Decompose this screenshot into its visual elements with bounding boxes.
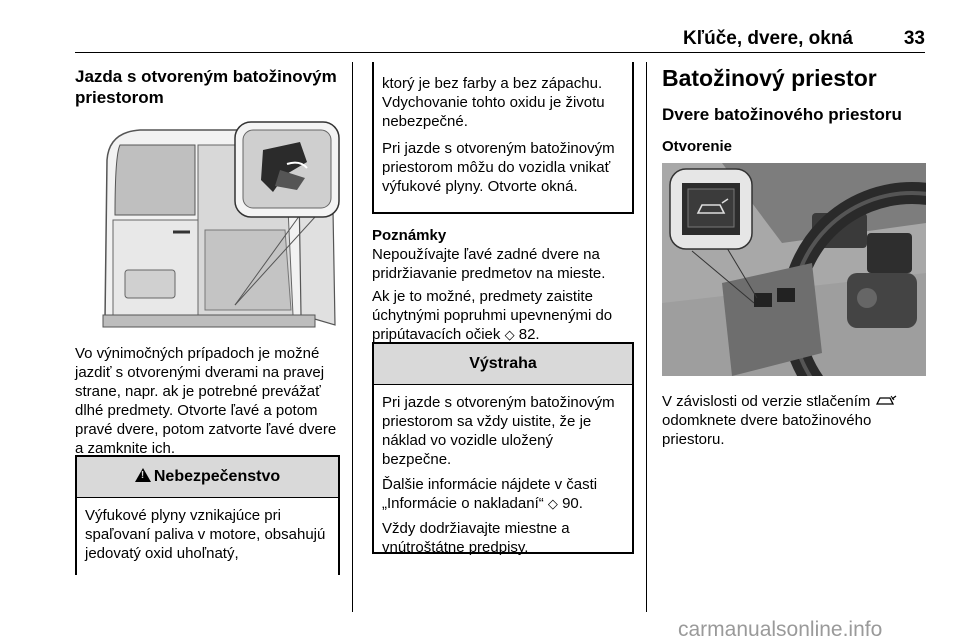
note-paragraph-2: [372, 287, 637, 344]
warning-page-ref: 90.: [562, 495, 583, 512]
tailgate-unlock-icon: [875, 394, 897, 408]
note-title: Poznámky: [372, 227, 447, 244]
page-header: [75, 22, 925, 53]
chapter-title: Kľúče, dvere, okná: [683, 28, 853, 49]
warning-paragraph-2-text: Ďalšie informácie nájdete v časti „Informácie o nakladaní“: [382, 476, 598, 512]
danger-paragraph-2: Pri jazde s otvoreným batožinovým priestorom môžu do vozidla vnikať výfukové plyny. Otvorte okná.: [382, 140, 615, 195]
subheading-opening: Otvorenie: [662, 138, 733, 155]
warning-box: [372, 342, 634, 554]
warning-triangle-icon: [135, 468, 151, 482]
col3-body-after: odomknete dvere batožinového priestoru.: [662, 412, 872, 448]
page-number: 33: [903, 28, 925, 49]
warning-box-header: [374, 344, 632, 385]
col3-body-paragraph: [662, 392, 926, 449]
page-ref-arrow-icon: ◇: [504, 327, 515, 342]
col3-body-before: V závislosti od verzie stlačením: [662, 393, 871, 410]
dashboard-button-illustration: [662, 163, 926, 376]
subsection-title: Dvere batožinového priestoru: [662, 105, 902, 124]
warning-paragraph-1: Pri jazde s otvoreným batožinovým priestorom sa vždy uistite, že je náklad vo vozidle uložený bezpečne.: [382, 394, 615, 468]
danger-continued-text: ktorý je bez farby a bez zápachu. Vdychovanie tohto oxidu je životu nebezpečné.: [382, 75, 605, 130]
section-title: Batožinový priestor: [662, 65, 877, 91]
body-paragraph: Vo výnimočných prípadoch je možné jazdiť s otvorenými dverami na pravej strane, napr. ak je potrebné prevážať dlhé predmety. Otvorte ľavé a potom pravé dvere, potom zatvorte ľavé dvere a zamknite ich.: [75, 345, 337, 457]
danger-box: [75, 455, 340, 575]
note-paragraph-1: Nepoužívajte ľavé zadné dvere na pridržiavanie predmetov na mieste.: [372, 246, 606, 282]
watermark: carmanualsonline.info: [678, 618, 883, 641]
danger-box-header: [77, 457, 338, 498]
page-ref-arrow-icon: ◇: [547, 496, 558, 511]
note-section: [372, 226, 637, 344]
van-rear-illustration: [85, 120, 343, 330]
warning-paragraph-3: Vždy dodržiavajte miestne a vnútroštátne predpisy.: [382, 520, 570, 556]
column-divider-2: [646, 62, 647, 612]
note-page-ref: 82.: [518, 326, 540, 343]
note-paragraph-2-text: Ak je to možné, predmety zaistite úchytnými popruhmi upevnenými do pripútavacích očiek: [372, 288, 613, 343]
warning-paragraph-2: [382, 475, 624, 513]
warning-box-title: Výstraha: [469, 355, 537, 372]
danger-box-text: Výfukové plyny vznikajúce pri spaľovaní paliva v motore, obsahujú jedovatý oxid uhoľnatý,: [85, 507, 326, 562]
column-divider-1: [352, 62, 353, 612]
section-heading-open-trunk: Jazda s otvoreným batožinovým priestorom: [75, 67, 337, 107]
danger-box-continued: [372, 62, 634, 214]
danger-box-title: Nebezpečenstvo: [153, 468, 281, 485]
